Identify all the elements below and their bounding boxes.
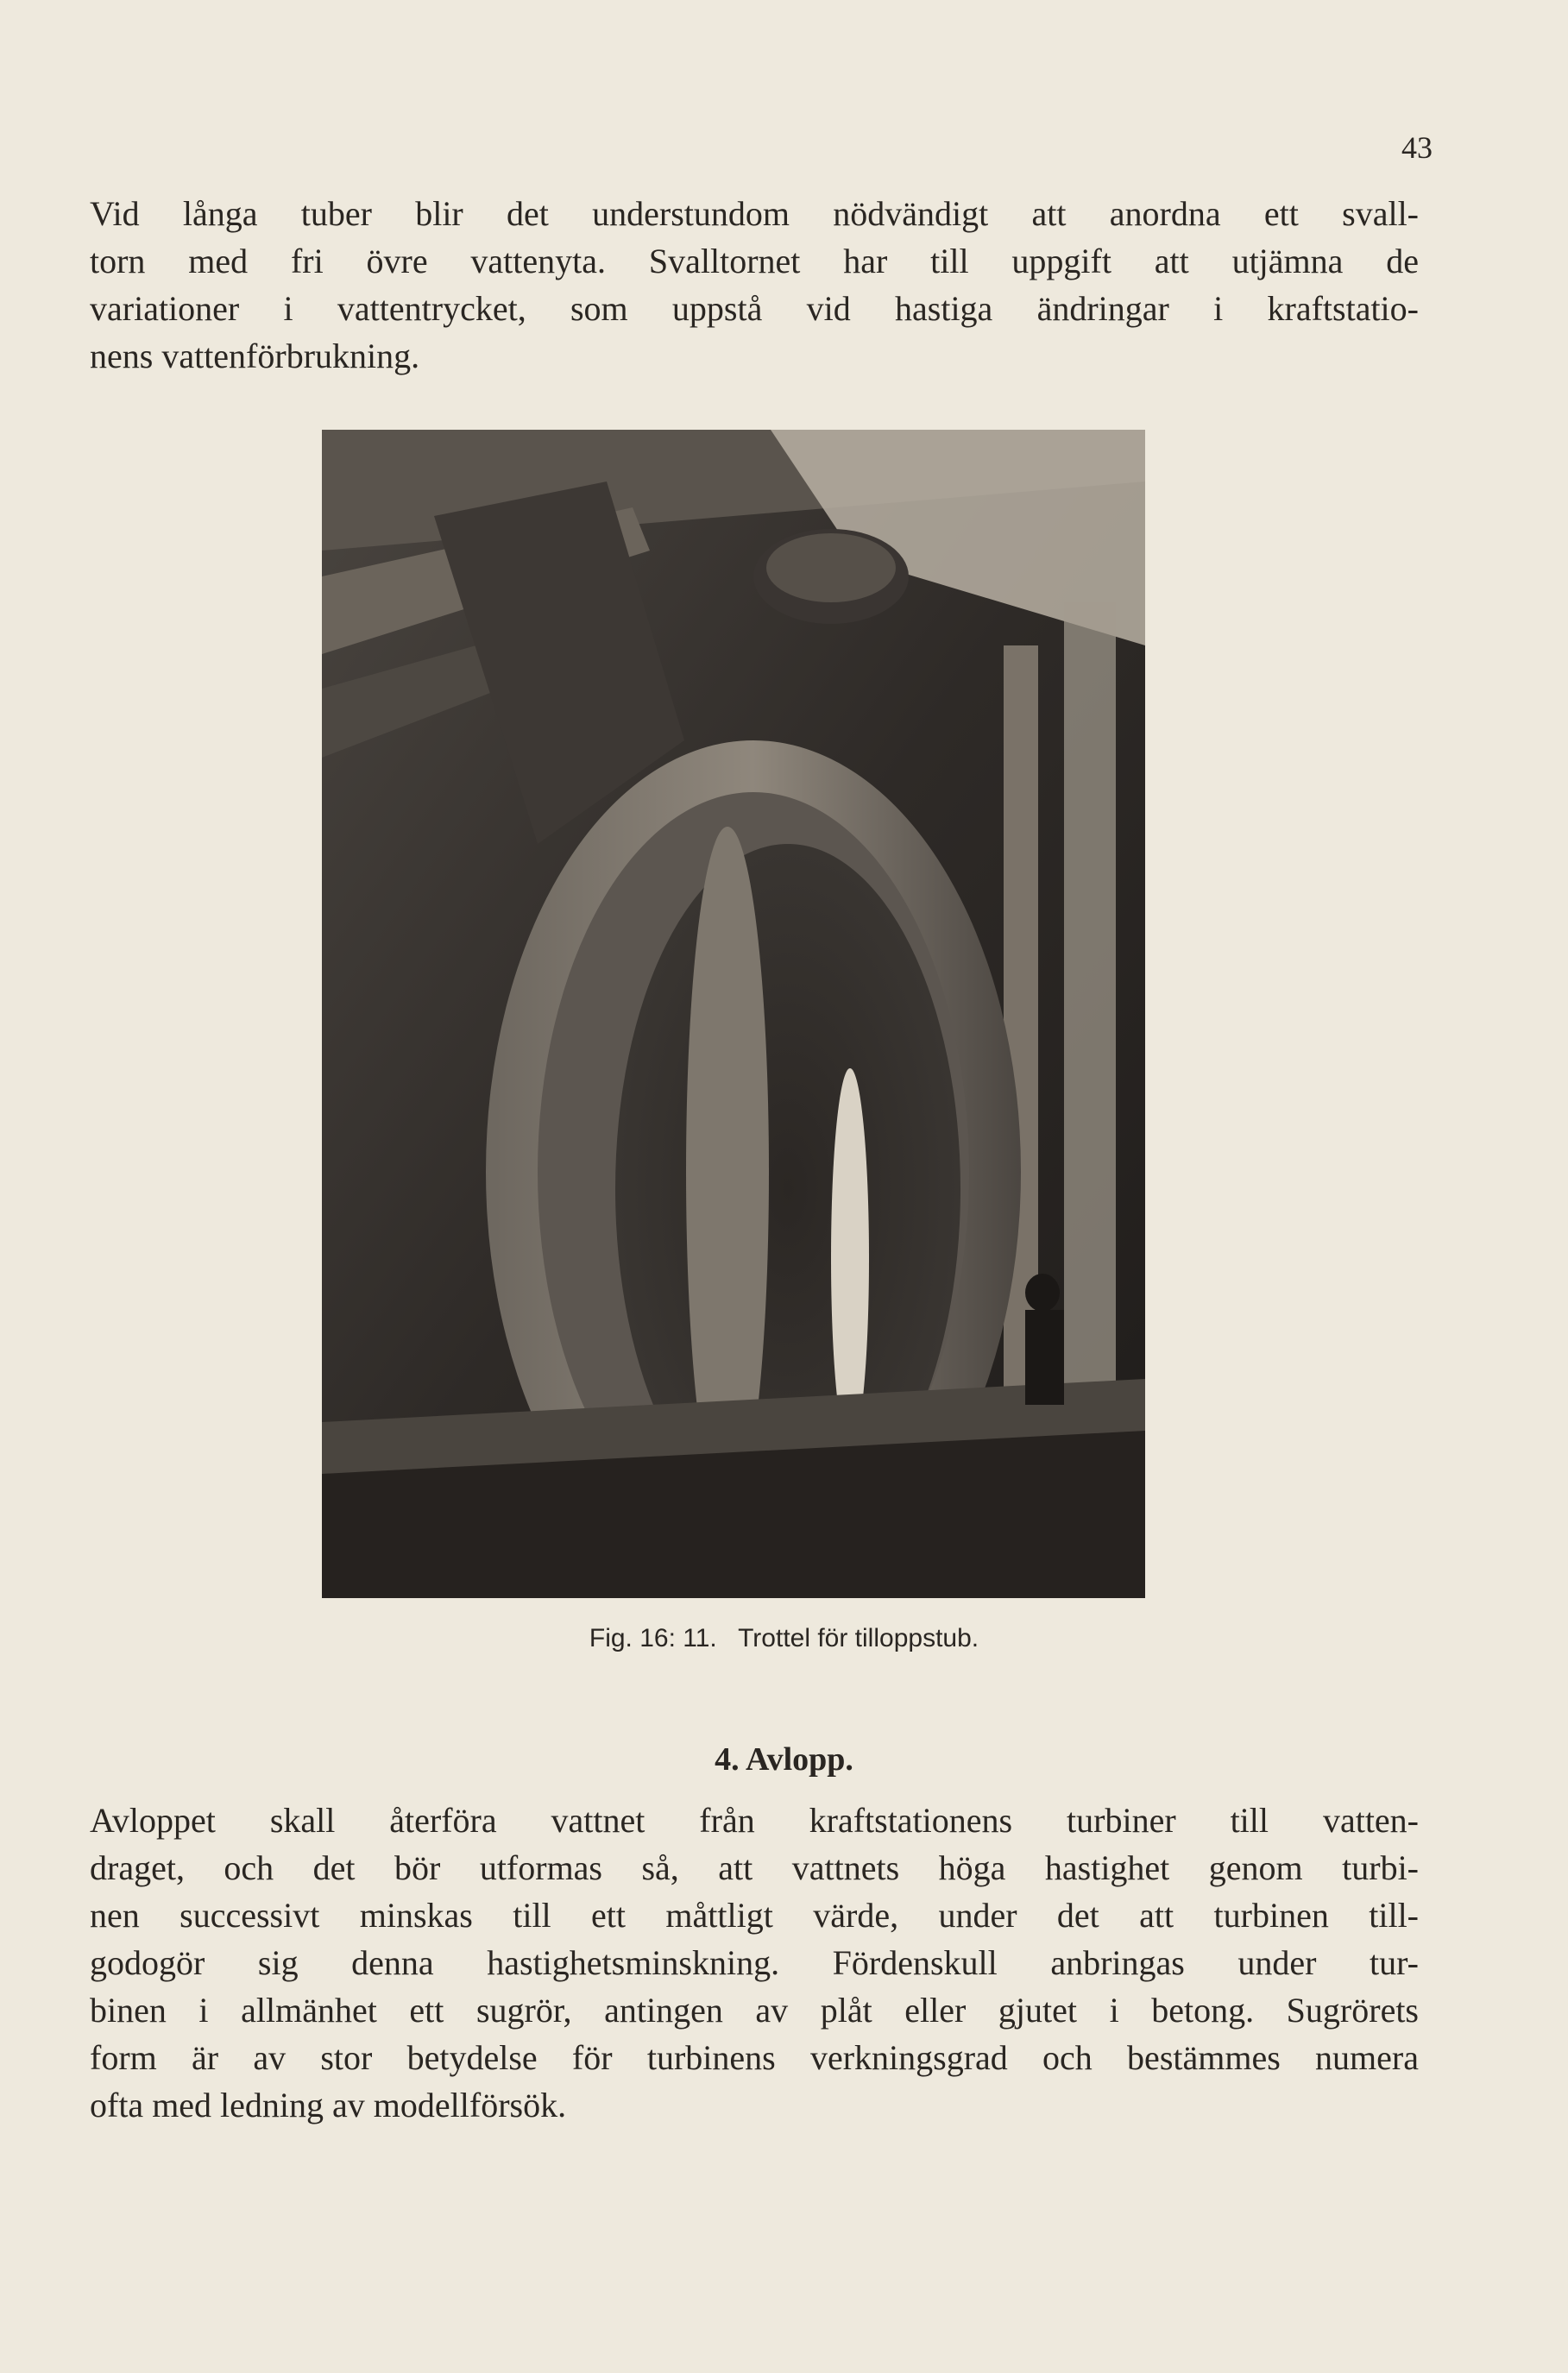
paragraph-line: Vid långa tuber blir det understundom nödvändigt att anordna ett svall- [90, 194, 1419, 233]
paragraph-avlopp [90, 1797, 1419, 2129]
paragraph-line: nens vattenförbrukning. [90, 337, 420, 375]
paragraph-line: ofta med ledning av modellförsök. [90, 2086, 567, 2124]
paragraph-svalltorn [90, 190, 1419, 380]
paragraph-line: torn med fri övre vattenyta. Svalltornet har till uppgift att utjämna de [90, 242, 1419, 280]
paragraph-line: draget, och det bör utformas så, att vattnets höga hastighet genom turbi- [90, 1848, 1419, 1887]
figure-label: Fig. 16: 11. [589, 1624, 717, 1652]
section-number: 4. [715, 1741, 740, 1778]
figure-photo-trottel [322, 430, 1145, 1598]
paragraph-line: form är av stor betydelse för turbinens verkningsgrad och bestämmes numera [90, 2038, 1419, 2077]
paragraph-line: binen i allmänhet ett sugrör, antingen av plåt eller gjutet i betong. Sugrörets [90, 1991, 1419, 2030]
section-title: Avlopp. [745, 1741, 853, 1778]
paragraph-line: godogör sig denna hastighetsminskning. Fördenskull anbringas under tur- [90, 1943, 1419, 1982]
paragraph-line: variationer i vattentrycket, som uppstå vid hastiga ändringar i kraftstatio- [90, 289, 1419, 328]
figure-caption [0, 1624, 1568, 1653]
section-heading [0, 1740, 1568, 1778]
trottel-photo-illustration [322, 430, 1145, 1598]
figure-caption-text: Trottel för tilloppstub. [738, 1624, 979, 1652]
page-number: 43 [1401, 130, 1433, 165]
paragraph-line: Avloppet skall återföra vattnet från kraftstationens turbiner till vatten- [90, 1801, 1419, 1840]
paragraph-line: nen successivt minskas till ett måttligt värde, under det att turbinen till- [90, 1896, 1419, 1935]
